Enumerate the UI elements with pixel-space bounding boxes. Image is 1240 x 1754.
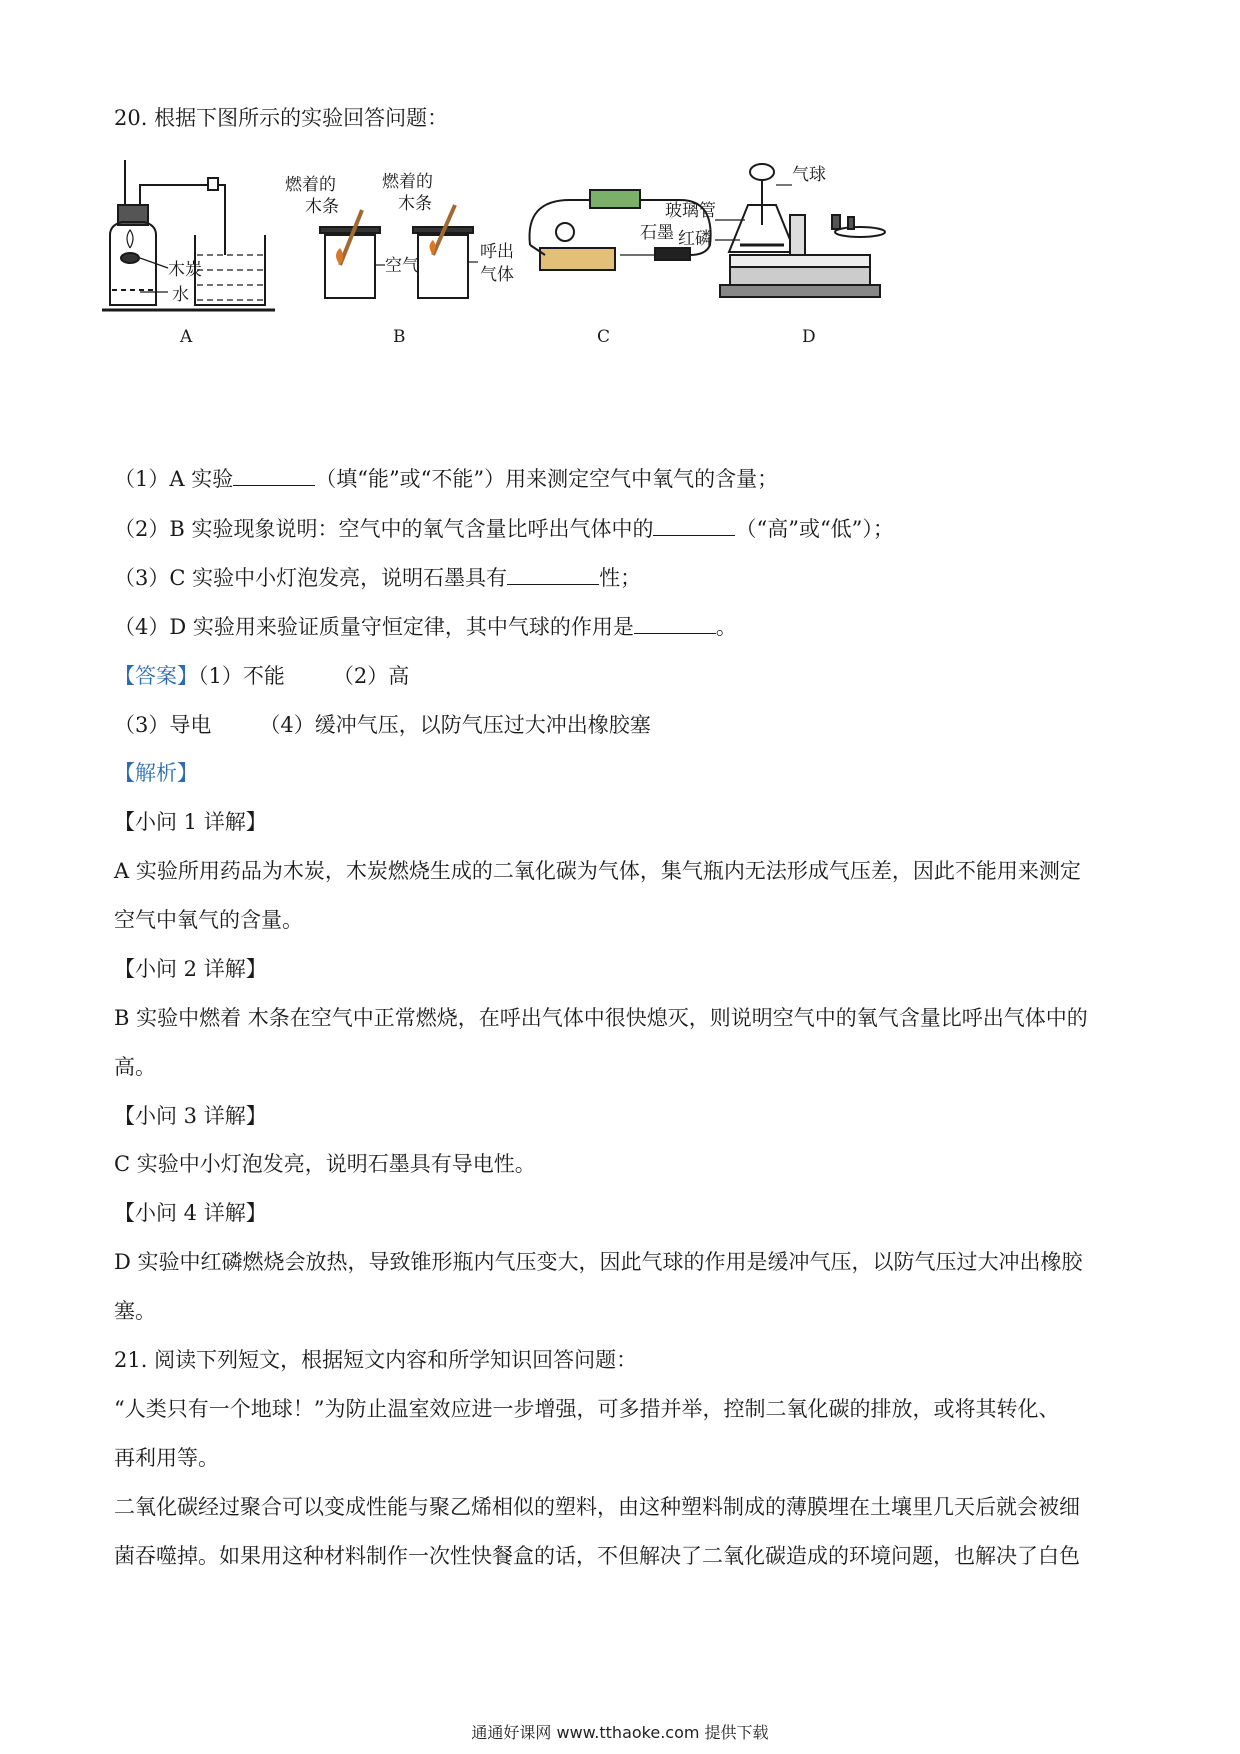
d-balance-body [730, 267, 870, 285]
d-right-pan [835, 227, 885, 237]
experiment-figure [100, 160, 1000, 410]
answer-blank-3 [507, 564, 599, 585]
d-balance-base [720, 285, 880, 297]
b-label-exhaled-2: 气体 [480, 265, 514, 285]
c-label-graphite: 石墨 [640, 223, 674, 243]
experiment-diagram [100, 160, 1000, 410]
b-bottle-exhaled [418, 235, 468, 298]
a-flame [127, 230, 133, 248]
panel-label-d: D [802, 327, 816, 347]
sub-question-3: （3）C 实验中小灯泡发亮，说明石墨具有 性； [114, 566, 642, 590]
b-label-stick-2: 木条 [398, 194, 432, 214]
b-label-burning-1: 燃着的 [285, 175, 336, 195]
a-delivery-tube [140, 185, 225, 255]
c-board [540, 248, 615, 270]
answer-blank-4 [634, 613, 716, 634]
answer-line-2: （3）导电 （4）缓冲气压，以防气压过大冲出橡胶塞 [114, 713, 651, 737]
answer-blank-2 [653, 515, 735, 536]
detail-1-line-2: 空气中氧气的含量。 [114, 908, 303, 932]
panel-label-b: B [393, 327, 406, 347]
sub-question-4: （4）D 实验用来验证质量守恒定律，其中气球的作用是 。 [114, 615, 737, 639]
panel-label-c: C [597, 327, 611, 347]
detail-3-line-1: C 实验中小灯泡发亮，说明石墨具有导电性。 [114, 1152, 536, 1176]
answer-blank-1 [233, 465, 315, 486]
c-graphite [655, 248, 690, 260]
a-label-water: 水 [172, 285, 189, 305]
a-clamp [208, 178, 218, 190]
question-20-title: 20. 根据下图所示的实验回答问题： [114, 106, 449, 130]
d-pointer-post [790, 215, 805, 255]
analysis-tag: 【解析】 [114, 761, 198, 785]
detail-4-line-2: 塞。 [114, 1299, 156, 1323]
d-label-balloon: 气球 [792, 165, 826, 185]
question-21-title: 21. 阅读下列短文，根据短文内容和所学知识回答问题： [114, 1348, 638, 1372]
panel-label-a: A [180, 327, 193, 347]
c-battery [590, 190, 640, 208]
a-label-charcoal: 木炭 [168, 260, 202, 280]
d-balloon [750, 164, 774, 180]
detail-2-line-2: 高。 [114, 1055, 156, 1079]
detail-4-line-1: D 实验中红磷燃烧会放热，导致锥形瓶内气压变大，因此气球的作用是缓冲气压，以防气压过大冲出橡胶 [114, 1250, 1083, 1274]
q21-paragraph-2-line-1: 二氧化碳经过聚合可以变成性能与聚乙烯相似的塑料，由这种塑料制成的薄膜埋在土壤里几天后就会被细 [114, 1495, 1080, 1519]
detail-1-tag: 【小问 1 详解】 [114, 810, 267, 834]
q21-paragraph-2-line-2: 菌吞噬掉。如果用这种材料制作一次性快餐盒的话，不但解决了二氧化碳造成的环境问题，也解决了白色 [114, 1544, 1080, 1568]
a-charcoal-pointer [140, 258, 168, 268]
page-footer: 通通好课网 www.tthaoke.com 提供下载 [471, 1723, 769, 1742]
d-label-red-phosphorus: 红磷 [678, 229, 712, 249]
detail-3-tag: 【小问 3 详解】 [114, 1104, 267, 1128]
b-lid-air [320, 227, 380, 233]
b-label-air: 空气 [385, 256, 419, 276]
c-bulb [556, 223, 574, 241]
d-beam [730, 255, 870, 267]
b-label-burning-2: 燃着的 [382, 172, 433, 192]
detail-2-line-1: B 实验中燃着 木条在空气中正常燃烧，在呼出气体中很快熄灭，则说明空气中的氧气含量比呼出气体中的 [114, 1006, 1088, 1030]
b-label-exhaled-1: 呼出 [480, 242, 514, 262]
sub-question-1: （1）A 实验 （填“能”或“不能”）用来测定空气中氧气的含量； [114, 467, 779, 491]
b-stick-air [340, 210, 362, 265]
answer-line-1: 【答案】（1）不能 （2）高 [114, 664, 410, 688]
sub-question-2: （2）B 实验现象说明：空气中的氧气含量比呼出气体中的 （“高”或“低”）； [114, 517, 894, 541]
b-label-stick-1: 木条 [305, 197, 339, 217]
answer-tag: 【答案】 [114, 664, 198, 688]
detail-4-tag: 【小问 4 详解】 [114, 1201, 267, 1225]
a-charcoal [121, 253, 139, 263]
d-label-glass-tube: 玻璃管 [665, 201, 716, 221]
detail-2-tag: 【小问 2 详解】 [114, 957, 267, 981]
q21-paragraph-1-line-2: 再利用等。 [114, 1446, 219, 1470]
detail-1-line-1: A 实验所用药品为木炭，木炭燃烧生成的二氧化碳为气体，集气瓶内无法形成气压差，因此不能用来测定 [114, 859, 1081, 883]
q21-paragraph-1-line-1: “人类只有一个地球！”为防止温室效应进一步增强，可多措并举，控制二氧化碳的排放，或将其转化、 [114, 1397, 1060, 1421]
